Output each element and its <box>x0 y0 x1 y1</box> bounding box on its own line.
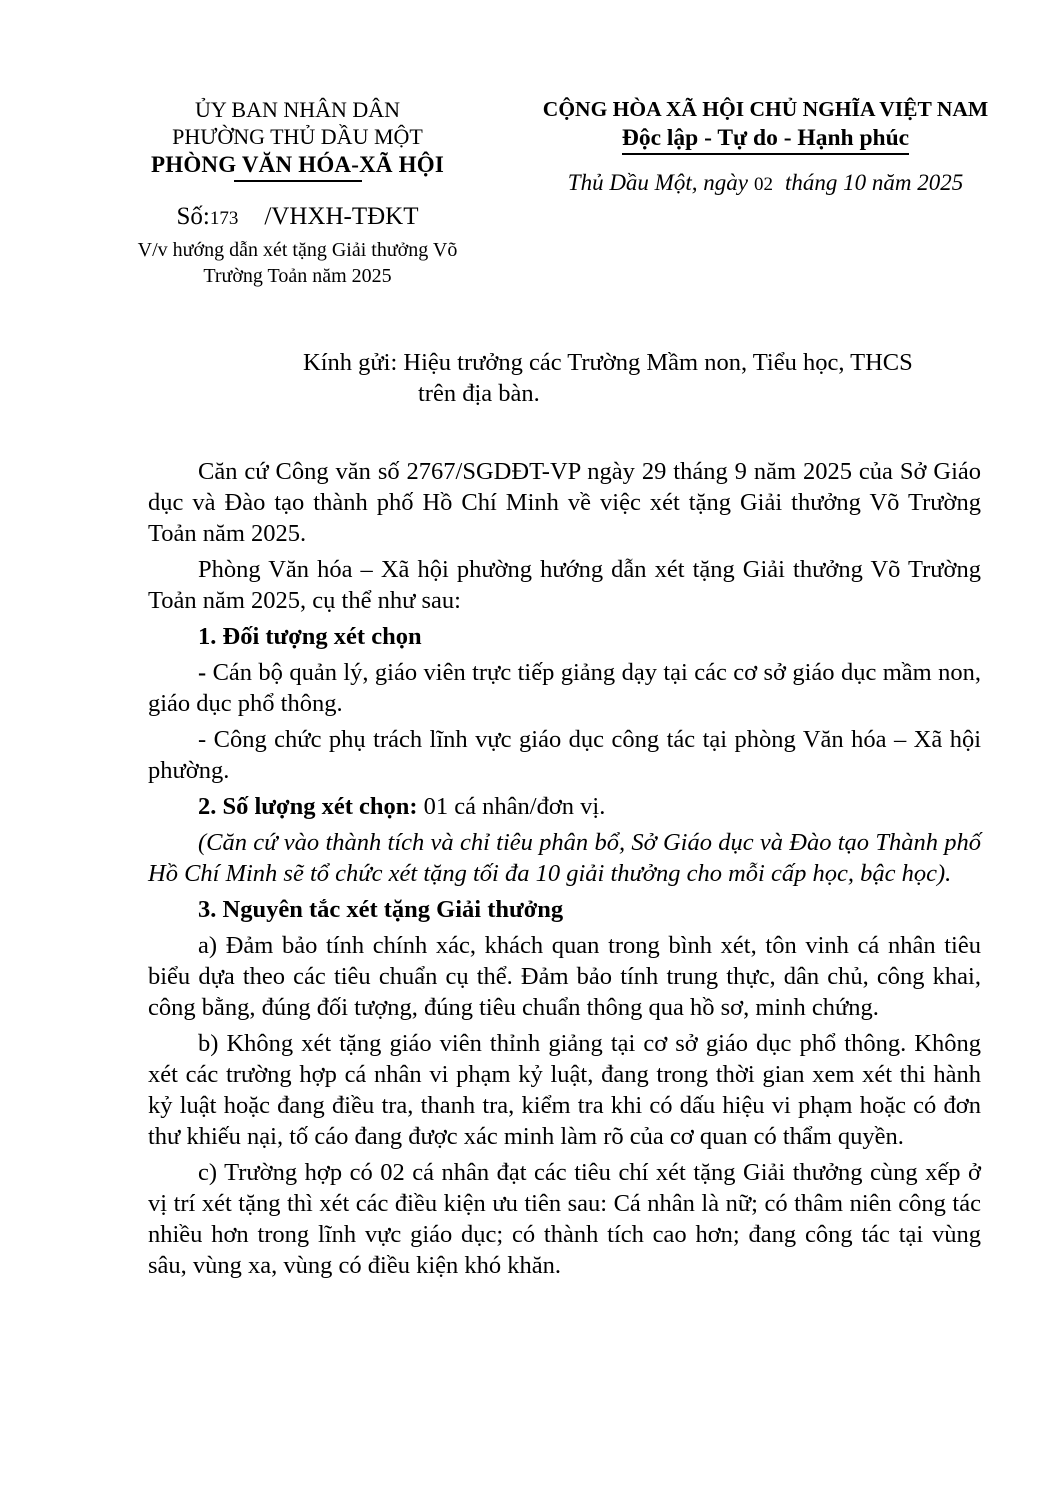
paragraph-intro: Phòng Văn hóa – Xã hội phường hướng dẫn xét tặng Giải thưởng Võ Trường Toản năm 2025, cụ thể như sau: <box>148 556 981 614</box>
national-motto-text: Độc lập - Tự do - Hạnh phúc <box>622 125 909 155</box>
document-header <box>0 0 1061 289</box>
paragraph-principle-b: b) Không xét tặng giáo viên thỉnh giảng tại cơ sở giáo dục phổ thông. Không xét các trường hợp cá nhân vi phạm kỷ luật, đang trong thời gian xem xét thi hành kỷ luật hoặc đang điều tra, thanh tra, kiểm tra khi có dấu hiệu vi phạm hoặc có đơn thư khiếu nại, tố cáo đang được xác minh làm rõ của cơ quan có thẩm quyền. <box>148 1030 981 1150</box>
salutation-line2: trên địa bàn. <box>418 380 540 407</box>
document-body <box>148 347 981 1281</box>
document-number-line <box>100 202 495 234</box>
date-prefix: Thủ Dầu Một, ngày <box>567 170 748 195</box>
bullet-1-text: Cán bộ quản lý, giáo viên trực tiếp giảng dạy tại các cơ sở giáo dục mầm non, giáo dục phổ thông. <box>148 659 981 717</box>
document-number-code: /VHXH-TĐKT <box>264 203 419 230</box>
paragraph-principle-a: a) Đảm bảo tính chính xác, khách quan trong bình xét, tôn vinh cá nhân tiêu biểu dựa theo các tiêu chuẩn cụ thể. Đảm bảo tính trung thực, dân chủ, công khai, công bằng, đúng đối tượng, đúng tiêu chuẩn thông qua hồ sơ, minh chứng. <box>148 932 981 1021</box>
national-motto <box>523 124 1008 153</box>
authority-ward-name: PHƯỜNG THỦ DẦU MỘT <box>172 124 423 149</box>
paragraph-legal-basis: Căn cứ Công văn số 2767/SGDĐT-VP ngày 29 tháng 9 năm 2025 của Sở Giáo dục và Đào tạo thành phố Hồ Chí Minh về việc xét tặng Giải thưởng Võ Trường Toản năm 2025. <box>148 458 981 547</box>
issuing-office-name: PHÒNG VĂN HÓA-XÃ HỘI <box>151 152 444 177</box>
place-date-line <box>523 170 1008 196</box>
date-suffix: tháng 10 năm 2025 <box>784 170 964 195</box>
section-heading-3: 3. Nguyên tắc xét tặng Giải thưởng <box>198 896 564 923</box>
section-heading-2-label: 2. Số lượng xét chọn: <box>198 793 418 820</box>
bullet-item-2: - Công chức phụ trách lĩnh vực giáo dục công tác tại phòng Văn hóa – Xã hội phường. <box>148 726 981 784</box>
paragraph-note-italic: (Căn cứ vào thành tích và chỉ tiêu phân bổ, Sở Giáo dục và Đào tạo Thành phố Hồ Chí Minh sẽ tổ chức xét tặng tối đa 10 giải thưởng cho mỗi cấp học, bậc học). <box>148 829 981 887</box>
salutation-line1: Kính gửi: Hiệu trưởng các Trường Mầm non, Tiểu học, THCS <box>303 349 913 376</box>
section-heading-2-line <box>148 791 981 822</box>
office-name-separator-line <box>234 180 362 182</box>
paragraph-principle-c: c) Trường hợp có 02 cá nhân đạt các tiêu chí xét tặng Giải thưởng cùng xếp ở vị trí xét tặng thì xét các điều kiện ưu tiên sau: Cá nhân là nữ; có thâm niên công tác nhiều hơn trong lĩnh vực giáo dục; có thành tích cao hơn; đang công tác tại vùng sâu, vùng xa, vùng có điều kiện khó khăn. <box>148 1159 981 1279</box>
section-heading-1: 1. Đối tượng xét chọn <box>198 623 422 650</box>
bullet-1-dash: - <box>198 659 213 686</box>
national-title: CỘNG HÒA XÃ HỘI CHỦ NGHĨA VIỆT NAM <box>542 97 989 121</box>
section-2-value: 01 cá nhân/đơn vị. <box>417 793 606 820</box>
document-number-label: Số: <box>176 203 210 230</box>
issuing-authority-block <box>100 96 495 289</box>
salutation-block <box>148 347 981 409</box>
document-number-value: 173 <box>209 208 239 229</box>
national-motto-block <box>523 96 1008 289</box>
document-subject-line2: Trường Toản năm 2025 <box>203 265 392 287</box>
bullet-item-1 <box>148 657 981 719</box>
date-day-value: 02 <box>753 174 773 195</box>
authority-parent-name: ỦY BAN NHÂN DÂN <box>194 97 401 122</box>
document-subject-line1: V/v hướng dẫn xét tặng Giải thưởng Võ <box>137 239 458 261</box>
